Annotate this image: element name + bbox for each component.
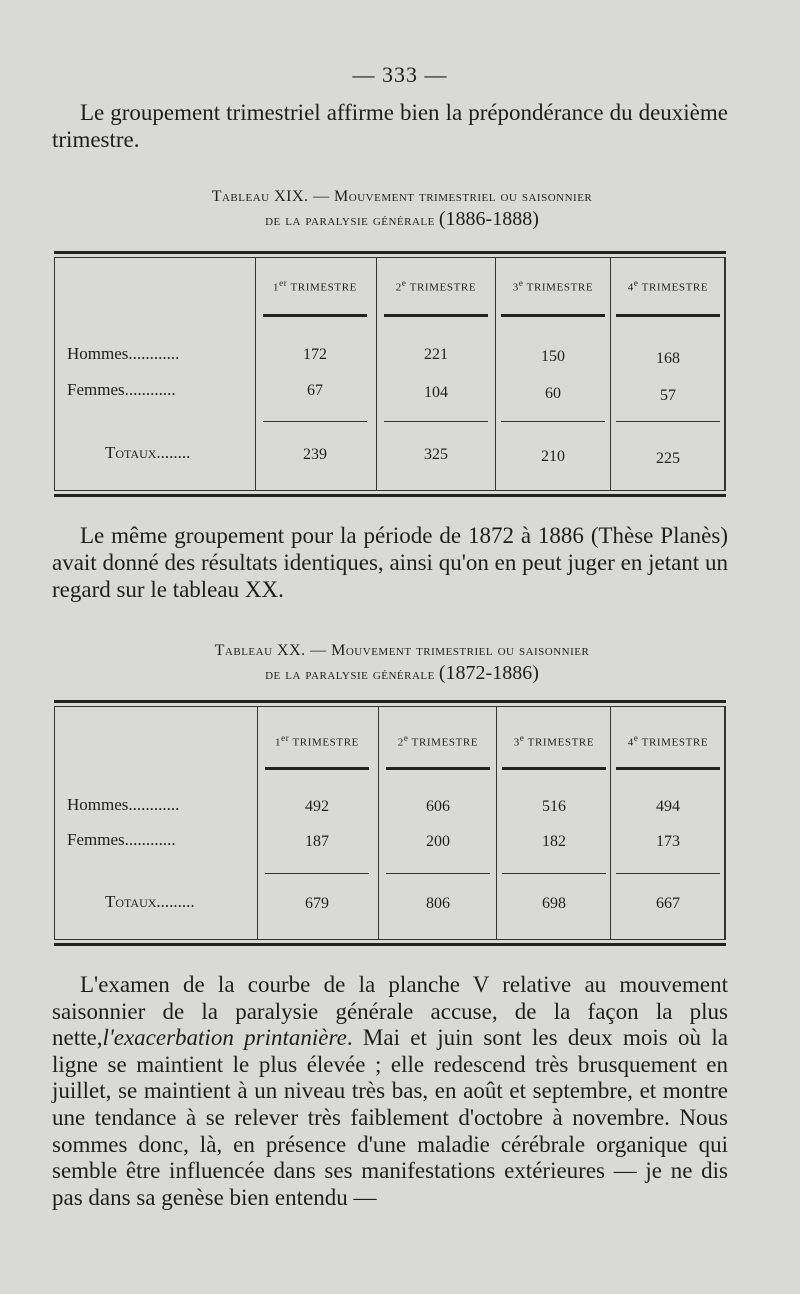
header-rule xyxy=(616,767,720,770)
table19-cell: 57 xyxy=(660,387,676,404)
intro-paragraph xyxy=(52,99,728,153)
table19-total-cell: 325 xyxy=(424,446,448,463)
table19-header-q2: 2e TRIMESTRE xyxy=(395,278,477,294)
total-rule xyxy=(616,873,720,874)
header-rule xyxy=(263,314,367,317)
table19-total-cell: 225 xyxy=(656,450,680,467)
table20-cell: 182 xyxy=(542,833,566,850)
final-paragraph-part2: . Mai et juin sont les deux mois où la ligne se maintient le plus élevée ; elle redescend très brusquement en juillet, se maintient à un niveau très bas, en août et septembre, et montre une tendance à se relever très faiblement d'octobre à novembre. Nous sommes donc, là, en présence d'une maladie cérébrale organique qui semble être influencée dans ses manifestations extérieures — je ne dis pas dans sa genèse bien entendu — xyxy=(52,1025,728,1210)
table20-caption-years: (1872-1886) xyxy=(438,662,539,684)
table20-caption-line1: Tableau XX. — Mouvement trimestriel ou saisonnier xyxy=(214,642,590,659)
column-divider xyxy=(378,707,379,939)
table19-totals-label: Totaux........ xyxy=(105,443,191,462)
final-paragraph-emphasis: l'exacerbation printanière xyxy=(102,1025,347,1051)
table19-caption xyxy=(52,186,752,232)
table20-cell: 187 xyxy=(305,833,329,850)
final-paragraph-part1: L'examen de la courbe de la planche V relative au mouvement saisonnier de la paralysie générale accuse, de la façon la plus nette, xyxy=(52,972,728,1051)
total-rule xyxy=(502,873,606,874)
table19-caption-line1: Tableau XIX. — Mouvement trimestriel ou saisonnier xyxy=(211,188,593,205)
table19-cell: 168 xyxy=(656,350,680,367)
table19-cell: 221 xyxy=(424,346,448,363)
table20-total-cell: 679 xyxy=(305,895,329,912)
column-divider xyxy=(610,707,611,939)
table20-header-q3: 3e TRIMESTRE xyxy=(513,733,595,749)
table19-header-q4: 4e TRIMESTRE xyxy=(627,278,709,294)
table19-row-label-hommes: Hommes............ xyxy=(67,344,180,363)
table19-caption-line2 xyxy=(52,208,752,232)
table20-caption-subject: de la paralysie générale xyxy=(265,666,435,683)
total-rule xyxy=(616,421,720,422)
table20-total-cell: 667 xyxy=(656,895,680,912)
table19-cell: 67 xyxy=(307,382,323,399)
header-rule xyxy=(502,767,606,770)
column-divider xyxy=(496,707,497,939)
table19-cell: 172 xyxy=(303,346,327,363)
header-rule xyxy=(501,314,605,317)
final-paragraph-text xyxy=(52,972,728,1211)
middle-paragraph xyxy=(52,522,728,603)
table19 xyxy=(54,251,726,497)
table20-cell: 606 xyxy=(426,798,450,815)
page-number: — 333 — xyxy=(352,62,448,87)
table19-cell: 104 xyxy=(424,384,448,401)
final-paragraph xyxy=(52,972,728,1211)
table20-totals-label: Totaux......... xyxy=(105,892,195,911)
table20-caption-line2 xyxy=(52,662,752,686)
table20-caption xyxy=(52,640,752,686)
table19-frame xyxy=(54,257,726,491)
table20-header-q4: 4e TRIMESTRE xyxy=(627,733,709,749)
table20-cell: 492 xyxy=(305,798,329,815)
table20-cell: 173 xyxy=(656,833,680,850)
column-divider xyxy=(376,258,377,490)
column-divider xyxy=(610,258,611,490)
table19-total-cell: 239 xyxy=(303,446,327,463)
table19-header-q1: 1er TRIMESTRE xyxy=(273,278,357,294)
table19-cell: 150 xyxy=(541,348,565,365)
total-rule xyxy=(386,873,490,874)
table20-total-cell: 698 xyxy=(542,895,566,912)
column-divider xyxy=(495,258,496,490)
table19-total-cell: 210 xyxy=(541,448,565,465)
table19-cell: 60 xyxy=(545,385,561,402)
table19-header-q3: 3e TRIMESTRE xyxy=(512,278,594,294)
table20-header-q1: 1er TRIMESTRE xyxy=(275,733,359,749)
table19-caption-subject: de la paralysie générale xyxy=(265,212,435,229)
table20 xyxy=(54,700,726,946)
table20-frame xyxy=(54,706,726,940)
header-rule xyxy=(386,767,490,770)
intro-paragraph-text: Le groupement trimestriel affirme bien la prépondérance du deuxième trimestre. xyxy=(52,100,728,152)
table20-row-label-femmes: Femmes............ xyxy=(67,830,176,849)
total-rule xyxy=(384,421,488,422)
table20-header-q2: 2e TRIMESTRE xyxy=(397,733,479,749)
middle-paragraph-text: Le même groupement pour la période de 1872 à 1886 (Thèse Planès) avait donné des résultats identiques, ainsi qu'on en peut juger en jetant un regard sur le tableau XX. xyxy=(52,523,728,602)
total-rule xyxy=(263,421,367,422)
table20-cell: 200 xyxy=(426,833,450,850)
total-rule xyxy=(501,421,605,422)
table20-cell: 494 xyxy=(656,798,680,815)
table19-row-label-femmes: Femmes............ xyxy=(67,380,176,399)
total-rule xyxy=(265,873,369,874)
table19-caption-years: (1886-1888) xyxy=(438,208,539,230)
table20-row-label-hommes: Hommes............ xyxy=(67,795,180,814)
table20-cell: 516 xyxy=(542,798,566,815)
header-rule xyxy=(384,314,488,317)
header-rule xyxy=(265,767,369,770)
table20-total-cell: 806 xyxy=(426,895,450,912)
header-rule xyxy=(616,314,720,317)
